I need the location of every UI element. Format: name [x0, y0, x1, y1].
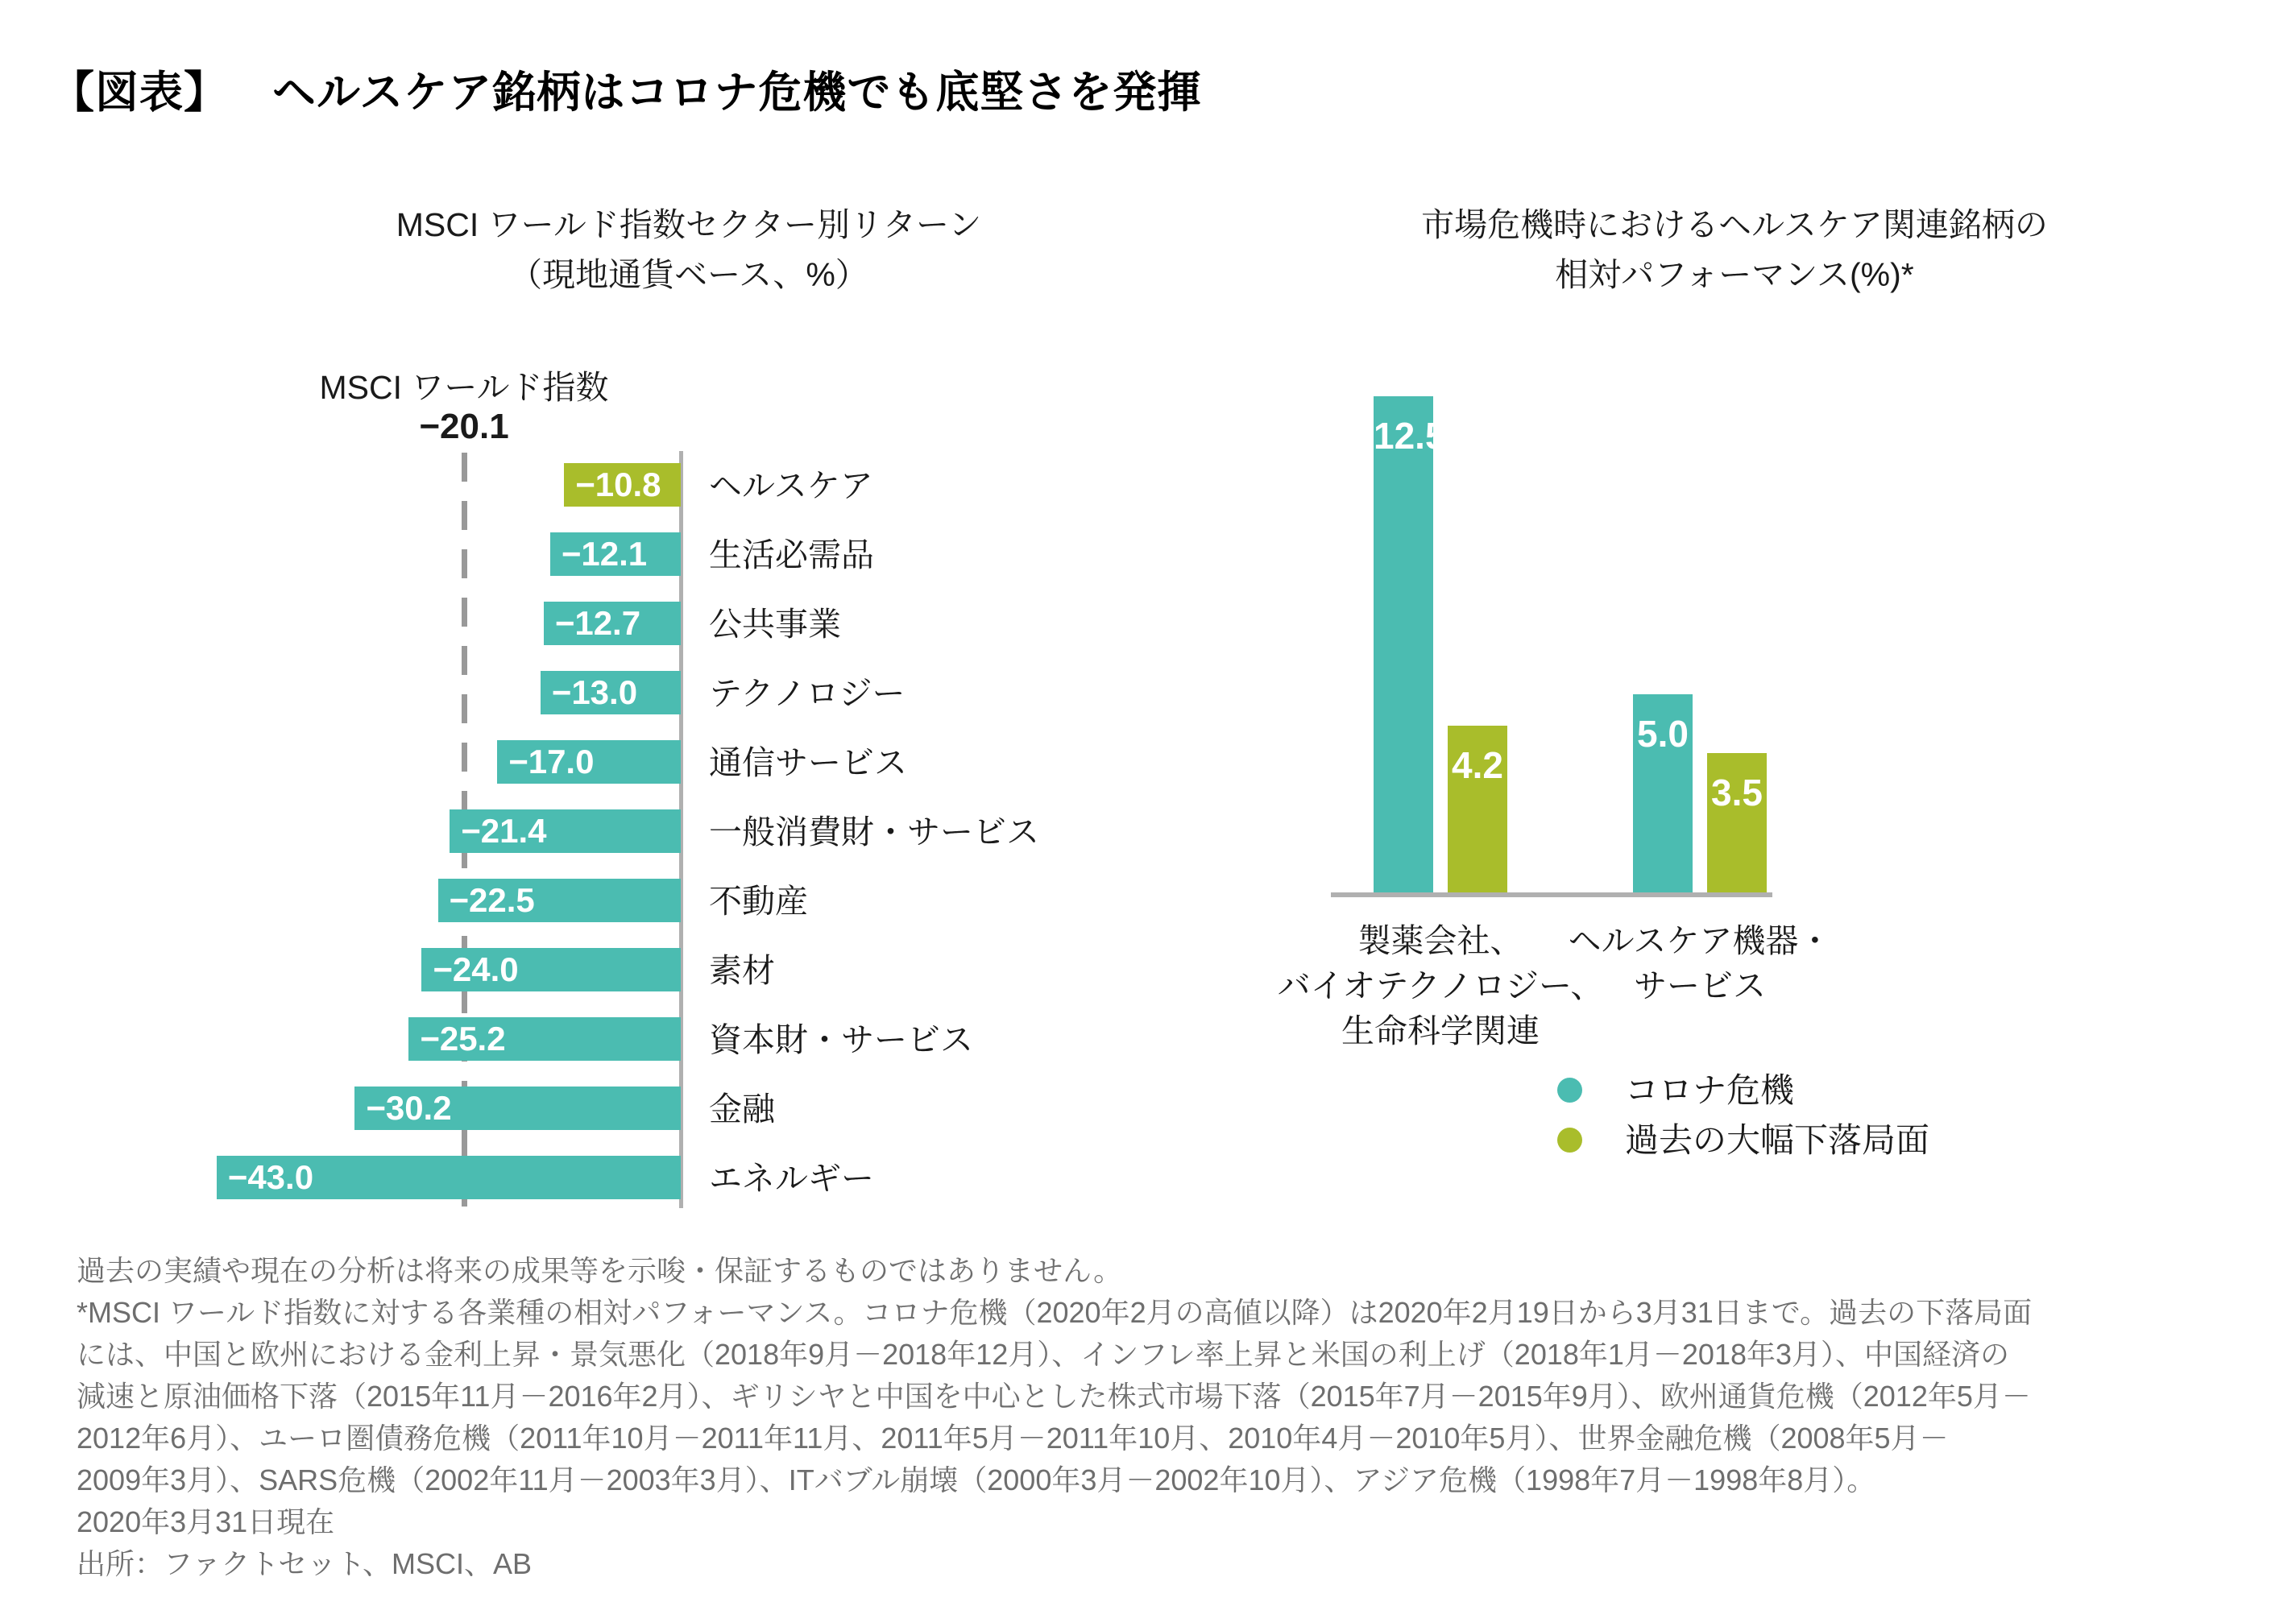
- sector-bar-10: [217, 1156, 681, 1199]
- footnotes: [77, 1250, 2268, 1585]
- group-category-label-line: ヘルスケア機器・: [1568, 922, 1832, 959]
- group-category-label-line: バイオテクノロジー、: [1277, 967, 1604, 1004]
- group-category-label-line: 生命科学関連: [1341, 1012, 1540, 1049]
- footnote-line-5: 2012年6月）、ユーロ圏債務危機（2011年10月－2011年11月、2011年5月－2011年10月、2010年4月－2010年5月）、世界金融危機（2008年5月－: [77, 1422, 1949, 1455]
- sector-bar-4: [497, 740, 681, 784]
- legend-item-label: 過去の大幅下落局面: [1625, 1121, 1930, 1159]
- sector-category-label: 素材: [709, 952, 775, 989]
- legend-teal-dot-icon: [1557, 1078, 1582, 1103]
- group1-covid-bar: [1633, 694, 1693, 893]
- group1-past-bar: [1707, 753, 1767, 892]
- legend-olive-dot-icon: [1557, 1128, 1582, 1153]
- group-category-label-line: 製薬会社、: [1357, 922, 1523, 959]
- sector-category-label: 一般消費財・サービス: [709, 813, 1039, 851]
- footnote-line-4: 減速と原油価格下落（2015年11月－2016年2月）、ギリシヤと中国を中心とした株式市場下落（2015年7月－2015年9月）、欧州通貨危機（2012年5月－: [77, 1380, 2031, 1413]
- group0-covid-bar: [1374, 396, 1446, 892]
- sector-bar-value-label: −22.5: [449, 881, 535, 919]
- bar-value-label: 3.5: [1711, 772, 1763, 814]
- sector-category-label: テクノロジー: [709, 675, 906, 712]
- bar-value-label: 4.2: [1452, 743, 1503, 786]
- legend-item-label: コロナ危機: [1625, 1071, 1795, 1109]
- sector-bar-value-label: −25.2: [420, 1020, 506, 1058]
- footnote-line-3: には、中国と欧州における金利上昇・景気悪化（2018年9月－2018年12月）、インフレ率上昇と米国の利上げ（2018年1月－2018年3月）、中国経済の: [77, 1338, 2010, 1371]
- figure-title-text: ヘルスケア銘柄はコロナ危機でも底堅さを発揮: [272, 68, 1202, 117]
- left-chart-title-line2: （現地通貨ベース、%）: [509, 256, 868, 293]
- bar-value-label: 12.5: [1374, 414, 1446, 457]
- sector-bar-value-label: −24.0: [433, 950, 519, 988]
- reference-line-label: MSCI ワールド指数: [319, 369, 609, 406]
- sector-category-label: 生活必需品: [709, 536, 874, 573]
- sector-bar-value-label: −12.7: [554, 604, 641, 642]
- sector-bar-5: [450, 809, 681, 853]
- footnote-line-8: 出所：ファクトセット、MSCI、AB: [77, 1547, 532, 1580]
- group-category-label-line: サービス: [1634, 967, 1766, 1004]
- sector-bar-value-label: −21.4: [461, 812, 547, 850]
- sector-bar-value-label: −17.0: [508, 743, 595, 780]
- sector-bar-0: [564, 463, 681, 507]
- right-chart-title: [1291, 200, 2178, 300]
- left-chart-title: [246, 200, 1132, 300]
- footnote-line-7: 2020年3月31日現在: [77, 1505, 335, 1538]
- sector-bar-value-label: −43.0: [227, 1158, 314, 1196]
- bar-value-label: 5.0: [1637, 712, 1689, 755]
- sector-category-label: 資本財・サービス: [709, 1021, 973, 1058]
- sector-bar-8: [408, 1017, 681, 1061]
- sector-bar-1: [550, 532, 681, 576]
- footnote-line-2: *MSCI ワールド指数に対する各業種の相対パフォーマンス。コロナ危機（2020年2月の高値以降）は2020年2月19日から3月31日まで。過去の下落局面: [77, 1296, 2033, 1329]
- reference-line-value: −20.1: [419, 407, 509, 446]
- figure-tag: 【図表】: [51, 68, 228, 117]
- footnote-line-1: 過去の実績や現在の分析は将来の成果等を示唆・保証するものではありません。: [77, 1254, 1123, 1287]
- right-chart-baseline: [1331, 892, 1772, 897]
- sector-category-label: ヘルスケア: [709, 467, 873, 504]
- right-chart-title-line1: 市場危機時におけるヘルスケア関連銘柄の: [1421, 206, 2048, 243]
- sector-bar-value-label: −10.8: [575, 466, 661, 503]
- group0-past-bar: [1448, 726, 1507, 892]
- left-chart-title-line1: MSCI ワールド指数セクター別リターン: [396, 206, 982, 243]
- page-title: [51, 58, 1201, 120]
- sector-bar-7: [421, 948, 681, 991]
- sector-bar-value-label: −13.0: [551, 673, 638, 711]
- group-category-label-1: [1450, 918, 1950, 1008]
- sector-bar-9: [354, 1087, 681, 1130]
- sector-category-label: 金融: [709, 1091, 775, 1128]
- sector-category-label: エネルギー: [709, 1160, 874, 1197]
- footnote-line-6: 2009年3月）、SARS危機（2002年11月－2003年3月）、ITバブル崩壊（2000年3月－2002年10月）、アジア危機（1998年7月－1998年8月）。: [77, 1463, 1876, 1496]
- right-chart-title-line2: 相対パフォーマンス(%)*: [1555, 256, 1914, 293]
- sector-bar-3: [541, 671, 681, 714]
- sector-bar-value-label: −12.1: [561, 535, 648, 573]
- sector-bar-6: [438, 879, 682, 922]
- sector-bar-value-label: −30.2: [366, 1089, 452, 1127]
- sector-category-label: 公共事業: [709, 606, 841, 643]
- sector-category-label: 通信サービス: [709, 744, 907, 781]
- sector-category-label: 不動産: [709, 883, 808, 920]
- sector-bar-2: [544, 602, 681, 645]
